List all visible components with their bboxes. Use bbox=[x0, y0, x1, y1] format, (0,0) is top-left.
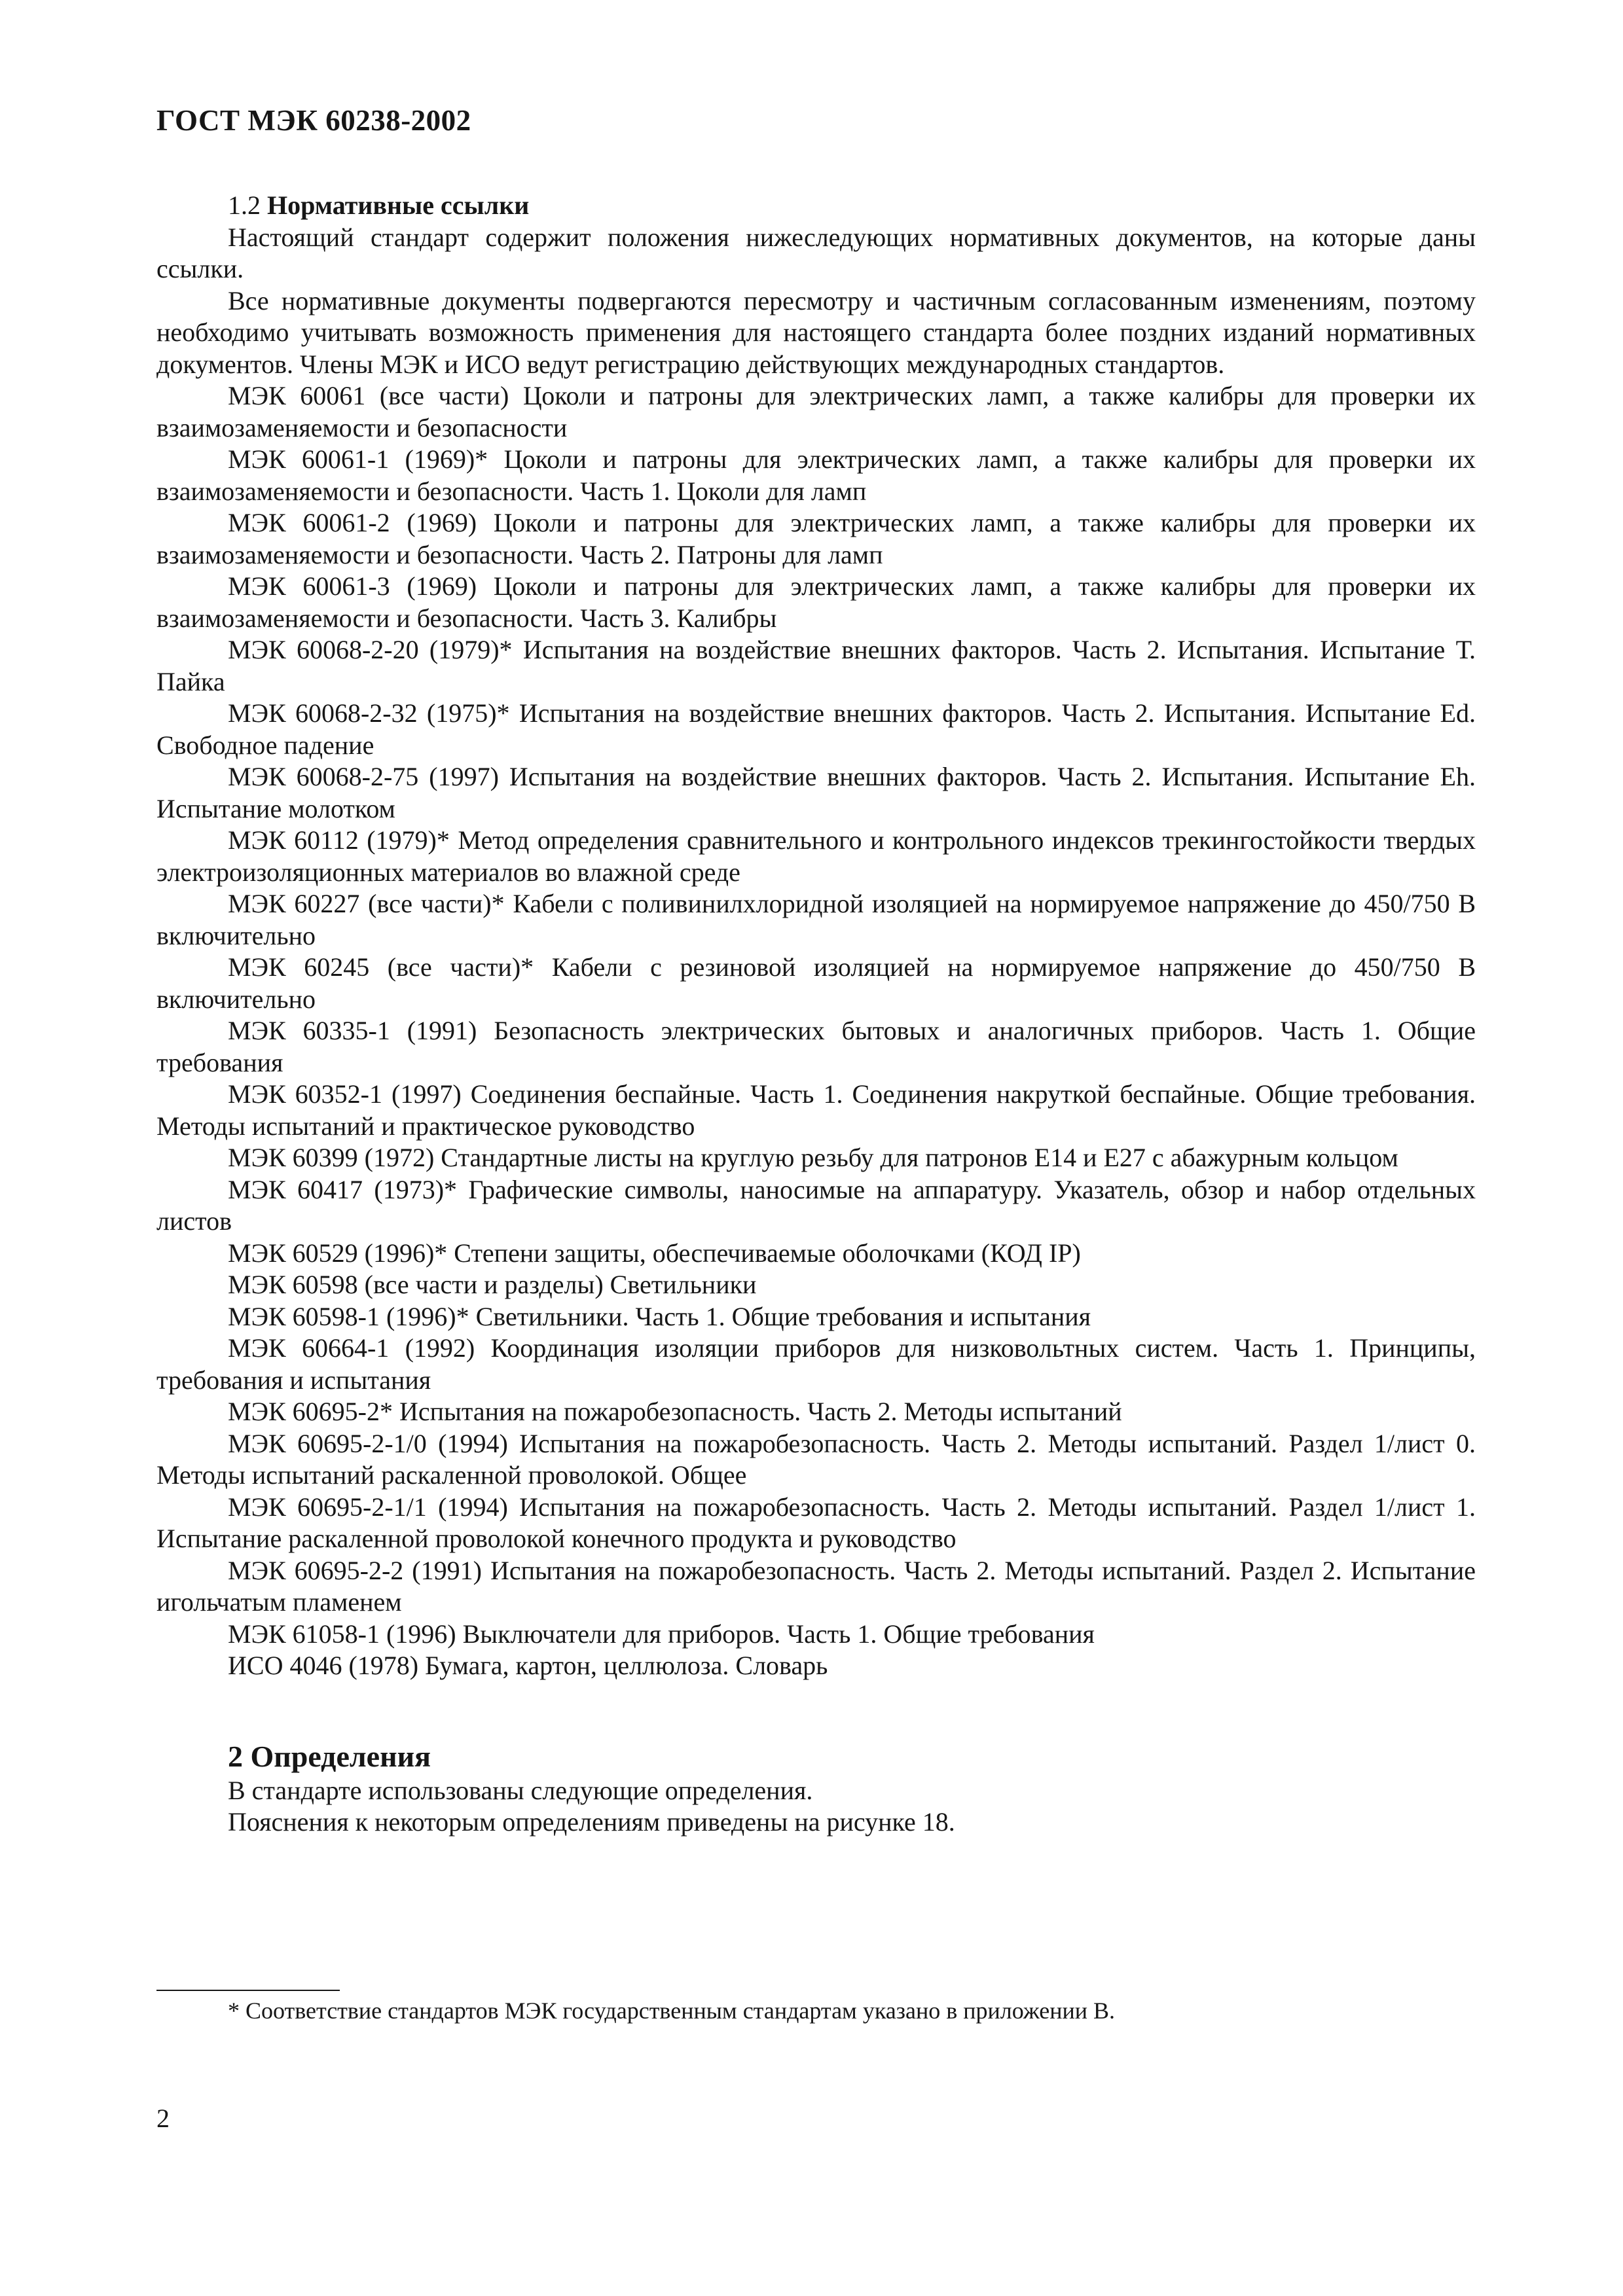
reference-item: МЭК 61058-1 (1996) Выключатели для приборов. Часть 1. Общие требования bbox=[228, 1619, 1095, 1649]
reference-item: МЭК 60695-2-1/0 (1994) Испытания на пожаробезопасность. Часть 2. Методы испытаний. Раздел 1/лист 0. Методы испытаний раскаленной проволокой. Общее bbox=[156, 1428, 1476, 1490]
reference-item: МЭК 60352-1 (1997) Соединения беспайные. Часть 1. Соединения накруткой беспайные. Общие требования. Методы испытаний и практическое руководство bbox=[156, 1079, 1476, 1141]
reference-item: МЭК 60068-2-20 (1979)* Испытания на воздействие внешних факторов. Часть 2. Испытания. Испытание Т. Пайка bbox=[156, 635, 1476, 696]
reference-item: МЭК 60112 (1979)* Метод определения сравнительного и контрольного индексов трекингостойкости твердых электроизоляционных материалов во влажной среде bbox=[156, 825, 1476, 887]
reference-item: МЭК 60695-2* Испытания на пожаробезопасность. Часть 2. Методы испытаний bbox=[228, 1397, 1122, 1426]
reference-item: МЭК 60335-1 (1991) Безопасность электрических бытовых и аналогичных приборов. Часть 1. Общие требования bbox=[156, 1016, 1476, 1077]
reference-item: МЭК 60695-2-1/1 (1994) Испытания на пожаробезопасность. Часть 2. Методы испытаний. Раздел 1/лист 1. Испытание раскаленной проволокой конечного продукта и руководство bbox=[156, 1492, 1476, 1553]
reference-item: МЭК 60068-2-32 (1975)* Испытания на воздействие внешних факторов. Часть 2. Испытания. Испытание Ed. Свободное падение bbox=[156, 698, 1476, 760]
paragraph: Все нормативные документы подвергаются пересмотру и частичным согласованным изменениям, поэтому необходимо учитывать возможность применения для настоящего стандарта более поздних изданий нормативных документов. Члены МЭК и ИСО ведут регистрацию действующих международных стандартов. bbox=[156, 285, 1476, 379]
reference-item: МЭК 60061-2 (1969) Цоколи и патроны для электрических ламп, а также калибры для проверки их взаимозаменяемости и безопасности. Часть 2. Патроны для ламп bbox=[156, 508, 1476, 569]
page-header-standard-code: ГОСТ МЭК 60238-2002 bbox=[156, 104, 471, 137]
subsection-number: 1.2 bbox=[228, 190, 261, 220]
paragraph: Настоящий стандарт содержит положения нижеследующих нормативных документов, на которые даны ссылки. bbox=[156, 222, 1476, 283]
paragraph: Пояснения к некоторым определениям приведены на рисунке 18. bbox=[228, 1807, 955, 1837]
reference-item: МЭК 60061-3 (1969) Цоколи и патроны для электрических ламп, а также калибры для проверки их взаимозаменяемости и безопасности. Часть 3. Калибры bbox=[156, 571, 1476, 633]
footnote-divider bbox=[156, 1990, 340, 1991]
document-body bbox=[156, 190, 1476, 1839]
reference-item: ИСО 4046 (1978) Бумага, картон, целлюлоза. Словарь bbox=[228, 1651, 828, 1680]
reference-item: МЭК 60245 (все части)* Кабели с резиновой изоляцией на нормируемое напряжение до 450/750 В включительно bbox=[156, 952, 1476, 1014]
reference-item: МЭК 60598 (все части и разделы) Светильники bbox=[228, 1270, 757, 1299]
reference-item: МЭК 60399 (1972) Стандартные листы на круглую резьбу для патронов Е14 и Е27 с абажурным кольцом bbox=[228, 1143, 1398, 1172]
reference-item: МЭК 60061-1 (1969)* Цоколи и патроны для электрических ламп, а также калибры для проверки их взаимозаменяемости и безопасности. Часть 1. Цоколи для ламп bbox=[156, 444, 1476, 506]
page-number: 2 bbox=[156, 2104, 170, 2133]
subsection-title bbox=[156, 190, 1476, 222]
reference-item: МЭК 60695-2-2 (1991) Испытания на пожаробезопасность. Часть 2. Методы испытаний. Раздел 2. Испытание игольчатым пламенем bbox=[156, 1555, 1476, 1617]
reference-item: МЭК 60598-1 (1996)* Светильники. Часть 1. Общие требования и испытания bbox=[228, 1301, 1091, 1331]
reference-item: МЭК 60664-1 (1992) Координация изоляции приборов для низковольтных систем. Часть 1. Принципы, требования и испытания bbox=[156, 1333, 1476, 1395]
reference-item: МЭК 60061 (все части) Цоколи и патроны для электрических ламп, а также калибры для проверки их взаимозаменяемости и безопасности bbox=[156, 381, 1476, 442]
subsection-heading: Нормативные ссылки bbox=[267, 190, 530, 220]
section-heading: 2 Определения bbox=[228, 1739, 431, 1773]
reference-item: МЭК 60529 (1996)* Степени защиты, обеспечиваемые оболочками (КОД IP) bbox=[228, 1238, 1081, 1268]
footnote: * Соответствие стандартов МЭК государственным стандартам указано в приложении В. bbox=[228, 1998, 1116, 2024]
reference-item: МЭК 60227 (все части)* Кабели с поливинилхлоридной изоляцией на нормируемое напряжение до 450/750 В включительно bbox=[156, 889, 1476, 950]
paragraph: В стандарте использованы следующие определения. bbox=[228, 1775, 813, 1805]
reference-item: МЭК 60068-2-75 (1997) Испытания на воздействие внешних факторов. Часть 2. Испытания. Испытание Eh. Испытание молотком bbox=[156, 762, 1476, 823]
reference-item: МЭК 60417 (1973)* Графические символы, наносимые на аппаратуру. Указатель, обзор и набор отдельных листов bbox=[156, 1174, 1476, 1236]
